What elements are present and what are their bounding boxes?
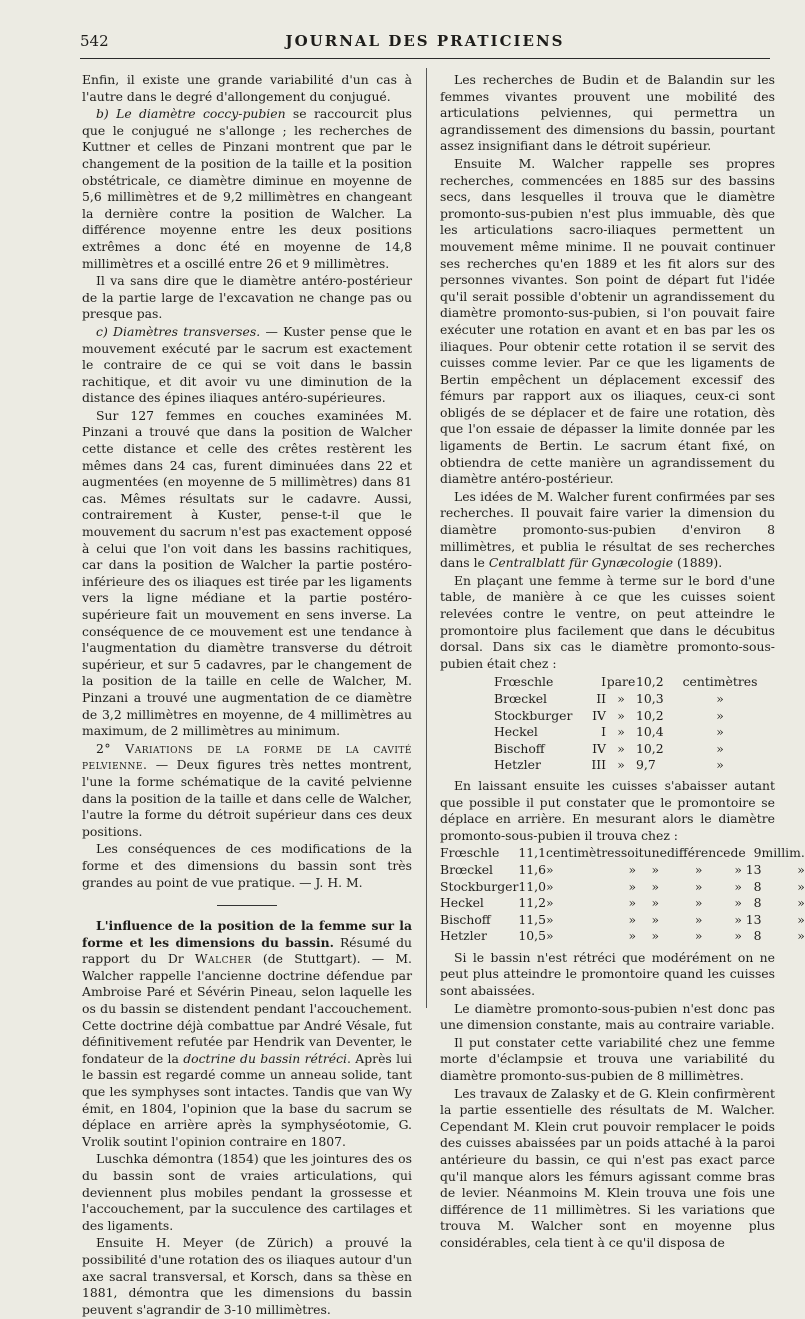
paragraph: Il put constater cette variabilité chez une femme morte d'éclampsie et trouva une variabilité du diamètre promonto-sus-pubien de 8 millimètres. <box>440 1034 775 1084</box>
running-header <box>80 32 770 59</box>
section-heading: 2° Variations de la forme de la cavité pelvienne. <box>82 740 412 773</box>
table-cell: III <box>591 757 606 773</box>
table-cell: 8 <box>753 895 762 911</box>
left-column <box>82 72 412 1319</box>
table-cell: » <box>797 895 805 911</box>
table-cell: » <box>651 878 660 894</box>
table-cell: Stockburger <box>440 878 519 894</box>
table-cell: 13 <box>745 861 762 877</box>
table-row <box>440 928 805 945</box>
column-divider <box>426 68 427 1008</box>
paragraph-text: — Deux figures très nettes montrent, l'une la forme schématique de la cavité pelvienne dans la position de la taille et dans celle de Walcher, l'autre la forme du détroit supérieur dans ces deux positions. <box>82 757 412 839</box>
table-cell: » <box>628 928 637 944</box>
table-row <box>494 674 760 691</box>
table-cell: » <box>617 757 625 773</box>
table-cell: » <box>617 707 625 723</box>
journal-reference: Centralblatt für Gynæcologie <box>488 555 674 571</box>
paragraph: Il va sans dire que le diamètre antéro-postérieur de la partie large de l'excavation ne change pas ou presque pas. <box>82 273 412 322</box>
paragraph: Les recherches de Budin et de Balandin sur les femmes vivantes prouvent une mobilité des articulations pelviennes, qui permettra un agrandissement des dimensions du bassin, pourtant assez insignifiant dans le détroit supérieur. <box>440 72 775 154</box>
table-cell: centimètres <box>546 845 621 861</box>
table-cell: » <box>628 895 637 911</box>
table-cell: Hetzler <box>440 928 487 944</box>
table-cell: » <box>617 690 625 706</box>
table-cell: » <box>546 928 554 944</box>
paragraph: Sur 127 femmes en couches examinées M. Pinzani a trouvé que dans la position de Walcher cette distance et celle des crêtes restèrent les mêmes dans 24 cas, furent diminuées dans 22 et augmentées (en moyenne de 5 millimètres) dans 81 cas. Mêmes résultats sur le cadavre. Aussi, contrairement à Kuster, pense-t-il que le mouvement du sacrum n'est pas exactement opposé à celui que l'on voit dans les bassins rachitiques, car dans la position de Walcher la partie postéro-inférieure des os iliaques est tirée par les ligaments vers la ligne médiane et la partie postéro-supérieure fait un mouvement en sens inverse. La conséquence de ce mouvement est une tendance à l'augmentation du diamètre transverse du détroit supérieur, et sur 5 cadavres, par le changement de la position de la taille en celle de Walcher, M. Pinzani a trouvé une augmentation de ce diamètre de 3,2 millimètres en moyenne, de 4 millimètres au maximum, de 2 millimètres au minimum. <box>82 407 412 739</box>
table-cell: de <box>730 845 746 861</box>
table-cell: » <box>716 690 724 706</box>
table-row <box>494 708 760 725</box>
table-row <box>494 757 760 774</box>
table-cell: centimètres <box>682 674 758 690</box>
table-cell: » <box>797 911 805 927</box>
table-cell: » <box>797 861 805 877</box>
table-cell: Heckel <box>440 895 484 911</box>
table-cell: » <box>617 740 625 756</box>
table-cell: » <box>628 911 637 927</box>
paragraph-text: Résumé du rapport du Dr <box>82 934 412 967</box>
table-row <box>494 691 760 708</box>
paragraph: Ensuite M. Walcher rappelle ses propres recherches, commencées en 1885 sur des bassins secs, dans lesquelles il trouva que le diamètre promonto-sus-pubien n'est plus immuable, dès que les articulations sacro-iliaques permettent un mouvement même minime. Il ne pouvait continuer ses recherches qu'en 1889 et les fit alors sur des personnes vivantes. Son point de départ fut l'idée qu'il serait possible d'obtenir un agrandissement du diamètre promonto-sus-pubien, si l'on pouvait faire exécuter une rotation en avant et en bas par les os iliaques. Pour obtenir cette rotation il se servit des cuisses comme levier. Par ce que les ligaments de Bertin empêchent un déplacement excessif des fémurs par rapport aux os iliaques, ceux-ci sont obligés de se déplacer et de faire une rotation, dès que l'on essaie de dépasser la limite donnée par les ligaments de Bertin. Le sacrum étant fixé, on obtiendra de cette manière un agrandissement du diamètre antéro-postérieur. <box>440 155 775 487</box>
paragraph <box>82 741 412 841</box>
paragraph <box>440 489 775 572</box>
table-cell: Bischoff <box>440 911 491 927</box>
paragraph-text: . Après lui le bassin est regardé comme un anneau solide, tant que les symphyses sont intactes. Tandis que van Wy émit, en 1804, l'opinion que la base du sacrum se déplace en arrière après la symphyséotomie, G. Vrolik soutint l'opinion contraire en 1807. <box>82 1050 413 1149</box>
table-cell: » <box>734 861 742 877</box>
paragraph: Les conséquences de ces modifications de la forme et des dimensions du bassin sont très grandes au point de vue pratique. — J. H. M. <box>82 841 412 890</box>
measurement-table-raised <box>494 674 760 774</box>
table-cell: 9 <box>753 845 762 861</box>
table-cell: » <box>617 724 625 740</box>
table-cell: » <box>546 878 554 894</box>
journal-title: JOURNAL DES PRATICIENS <box>285 32 565 50</box>
table-cell: Heckel <box>494 724 538 740</box>
article-intro <box>82 918 412 1150</box>
table-cell: » <box>546 861 554 877</box>
table-cell: 11,2 <box>518 895 546 911</box>
paragraph: Le diamètre promonto-sous-pubien n'est donc pas une dimension constante, mais au contraire variable. <box>440 1000 775 1033</box>
table-row <box>494 741 760 758</box>
table-cell: Frœschle <box>440 845 500 861</box>
table-cell: » <box>716 740 724 756</box>
paragraph: Enfin, il existe une grande variabilité d'un cas à l'autre dans le degré d'allongement du conjugué. <box>82 72 412 104</box>
table-cell: pare <box>606 674 636 690</box>
paragraph: En laissant ensuite les cuisses s'abaisser autant que possible il put constater que le promontoire se déplace en arrière. En mesurant alors le diamètre promonto-sous-pubien il trouva chez : <box>440 777 775 843</box>
section-label: c) Diamètres transverses. <box>96 323 261 339</box>
paragraph-text: (de Stuttgart). — M. Walcher rappelle l'ancienne doctrine défendue par Ambroise Paré et Sévérin Pineau, selon laquelle les os du bassin se distendent pendant l'accouchement. Cette doctrine déjà combattue par André Vésale, fut définitivement refutée par Hendrik van Deventer, le fondateur de la <box>82 951 412 1066</box>
paragraph: Ensuite H. Meyer (de Zürich) a prouvé la possibilité d'une rotation des os iliaques autour d'un axe sacral transversal, et Korsch, dans sa thèse en 1881, démontra que les dimensions du bassin peuvent s'agrandir de 3-10 millimètres. <box>82 1235 412 1317</box>
table-cell: 11,1 <box>518 845 546 861</box>
table-cell: une <box>643 845 667 861</box>
paragraph: En plaçant une femme à terme sur le bord d'une table, de manière à ce que les cuisses soient relevées contre le ventre, on peut atteindre le promontoire plus facilement que dans le décubitus dorsal. Dans six cas le diamètre promonto-sous-pubien était chez : <box>440 572 775 671</box>
table-cell: » <box>651 861 660 877</box>
table-row <box>440 845 805 862</box>
table-row <box>440 912 805 929</box>
table-row <box>440 879 805 896</box>
table-cell: Stockburger <box>494 707 573 723</box>
measurement-table-lowered <box>440 845 805 945</box>
table-cell: » <box>734 928 742 944</box>
paragraph <box>82 106 412 272</box>
table-row <box>440 862 805 879</box>
table-cell: Bischoff <box>494 740 545 756</box>
paragraph-text: Les idées de M. Walcher furent confirmées par ses recherches. Il pouvait faire varier la dimension du diamètre promonto-sus-pubien d'environ 8 millimètres, et publia le résultat de ses recherches dans le <box>440 488 775 571</box>
paragraph-text: — Kuster pense que le mouvement exécuté par le sacrum est exactement le contraire de ce qui se voit dans le bassin rachitique, et dit avoir vu une diminution de la distance des épines iliaques antéro-supérieures. <box>82 323 412 406</box>
table-cell: » <box>797 878 805 894</box>
table-cell: 10,3 <box>636 690 664 706</box>
table-cell: » <box>694 928 703 944</box>
table-cell: » <box>716 707 724 723</box>
article-title: L'influence de la position de la femme sur la forme et les dimensions du bassin. <box>82 918 412 950</box>
table-cell: » <box>628 878 637 894</box>
page-number: 542 <box>80 32 109 50</box>
table-cell: 11,6 <box>518 861 546 877</box>
table-cell: » <box>694 911 703 927</box>
section-label: b) Le diamètre coccy-pubien <box>96 106 286 122</box>
table-cell: IV <box>592 740 606 756</box>
table-cell: I <box>601 674 606 690</box>
table-cell: 10,2 <box>636 740 664 756</box>
table-cell: 10,2 <box>636 674 664 690</box>
table-cell: 10,2 <box>636 707 664 723</box>
table-row <box>440 895 805 912</box>
table-cell: différence <box>666 845 731 861</box>
table-cell: » <box>716 757 724 773</box>
table-cell: 11,5 <box>518 911 546 927</box>
table-cell: » <box>546 911 554 927</box>
table-cell: » <box>716 724 724 740</box>
table-row <box>494 724 760 741</box>
paragraph: Si le bassin n'est rétréci que modérément on ne peut plus atteindre le promontoire quand les cuisses sont abaissées. <box>440 949 775 999</box>
table-cell: » <box>734 911 742 927</box>
table-cell: 10,4 <box>636 724 664 740</box>
table-cell: Brœckel <box>440 861 494 877</box>
table-cell: 13 <box>745 911 762 927</box>
table-cell: 8 <box>753 878 762 894</box>
table-cell: » <box>694 861 703 877</box>
table-cell: I <box>601 724 606 740</box>
table-cell: » <box>694 878 703 894</box>
table-cell: » <box>734 878 742 894</box>
paragraph-text: (1889). <box>673 555 723 571</box>
table-cell: » <box>628 861 637 877</box>
table-cell: II <box>596 690 606 706</box>
paragraph-text: se raccourcit plus que le conjugué ne s'allonge ; les recherches de Kuttner et celles de Pinzani montrent que par le changement de la position de la taille et la position obstétricale, ce diamètre diminue en moyenne de 5,6 millimètres et de 9,2 millimètres en changeant la dernière contre la position de Walcher. La différence moyenne entre les deux positions extrêmes a donc été en moyenne de 14,8 millimètres et a oscillé entre 26 et 9 millimètres. <box>82 106 412 271</box>
paragraph: Les travaux de Zalasky et de G. Klein confirmèrent la partie essentielle des résultats de M. Walcher. Cependant M. Klein crut pouvoir remplacer le poids des cuisses abaissées par un poids attaché à la paroi antérieure du bassin, ce qui n'est pas exact parce qu'il manque alors les fémurs agissant comme bras de levier. Néanmoins M. Klein trouva une fois une différence de 11 millimètres. Si les variations que trouva M. Walcher sont en moyenne plus considérables, cela tient à ce qu'il disposa de <box>440 1085 775 1250</box>
table-cell: » <box>734 895 742 911</box>
book-title: doctrine du bassin rétréci <box>183 1050 347 1066</box>
paragraph: Luschka démontra (1854) que les jointures des os du bassin sont de vraies articulations, qui deviennent plus mobiles pendant la grossesse et l'accouchement, par la succulence des cartilages et des ligaments. <box>82 1151 412 1233</box>
table-cell: » <box>651 911 660 927</box>
table-cell: Frœschle <box>494 674 554 690</box>
paragraph <box>82 324 412 407</box>
table-cell: millim. <box>761 845 805 861</box>
table-cell: 8 <box>753 928 762 944</box>
table-cell: Brœckel <box>494 690 548 706</box>
table-cell: » <box>651 928 660 944</box>
table-cell: IV <box>592 707 606 723</box>
table-cell: » <box>651 895 660 911</box>
table-cell: 10,5 <box>518 928 546 944</box>
table-cell: » <box>694 895 703 911</box>
table-cell: soit <box>620 845 644 861</box>
table-cell: 9,7 <box>636 757 656 773</box>
table-cell: » <box>546 895 554 911</box>
table-cell: Hetzler <box>494 757 541 773</box>
article-separator <box>217 905 277 906</box>
right-column <box>440 72 805 1253</box>
author-name: Walcher <box>194 951 252 967</box>
table-cell: 11,0 <box>518 878 546 894</box>
table-cell: » <box>797 928 805 944</box>
